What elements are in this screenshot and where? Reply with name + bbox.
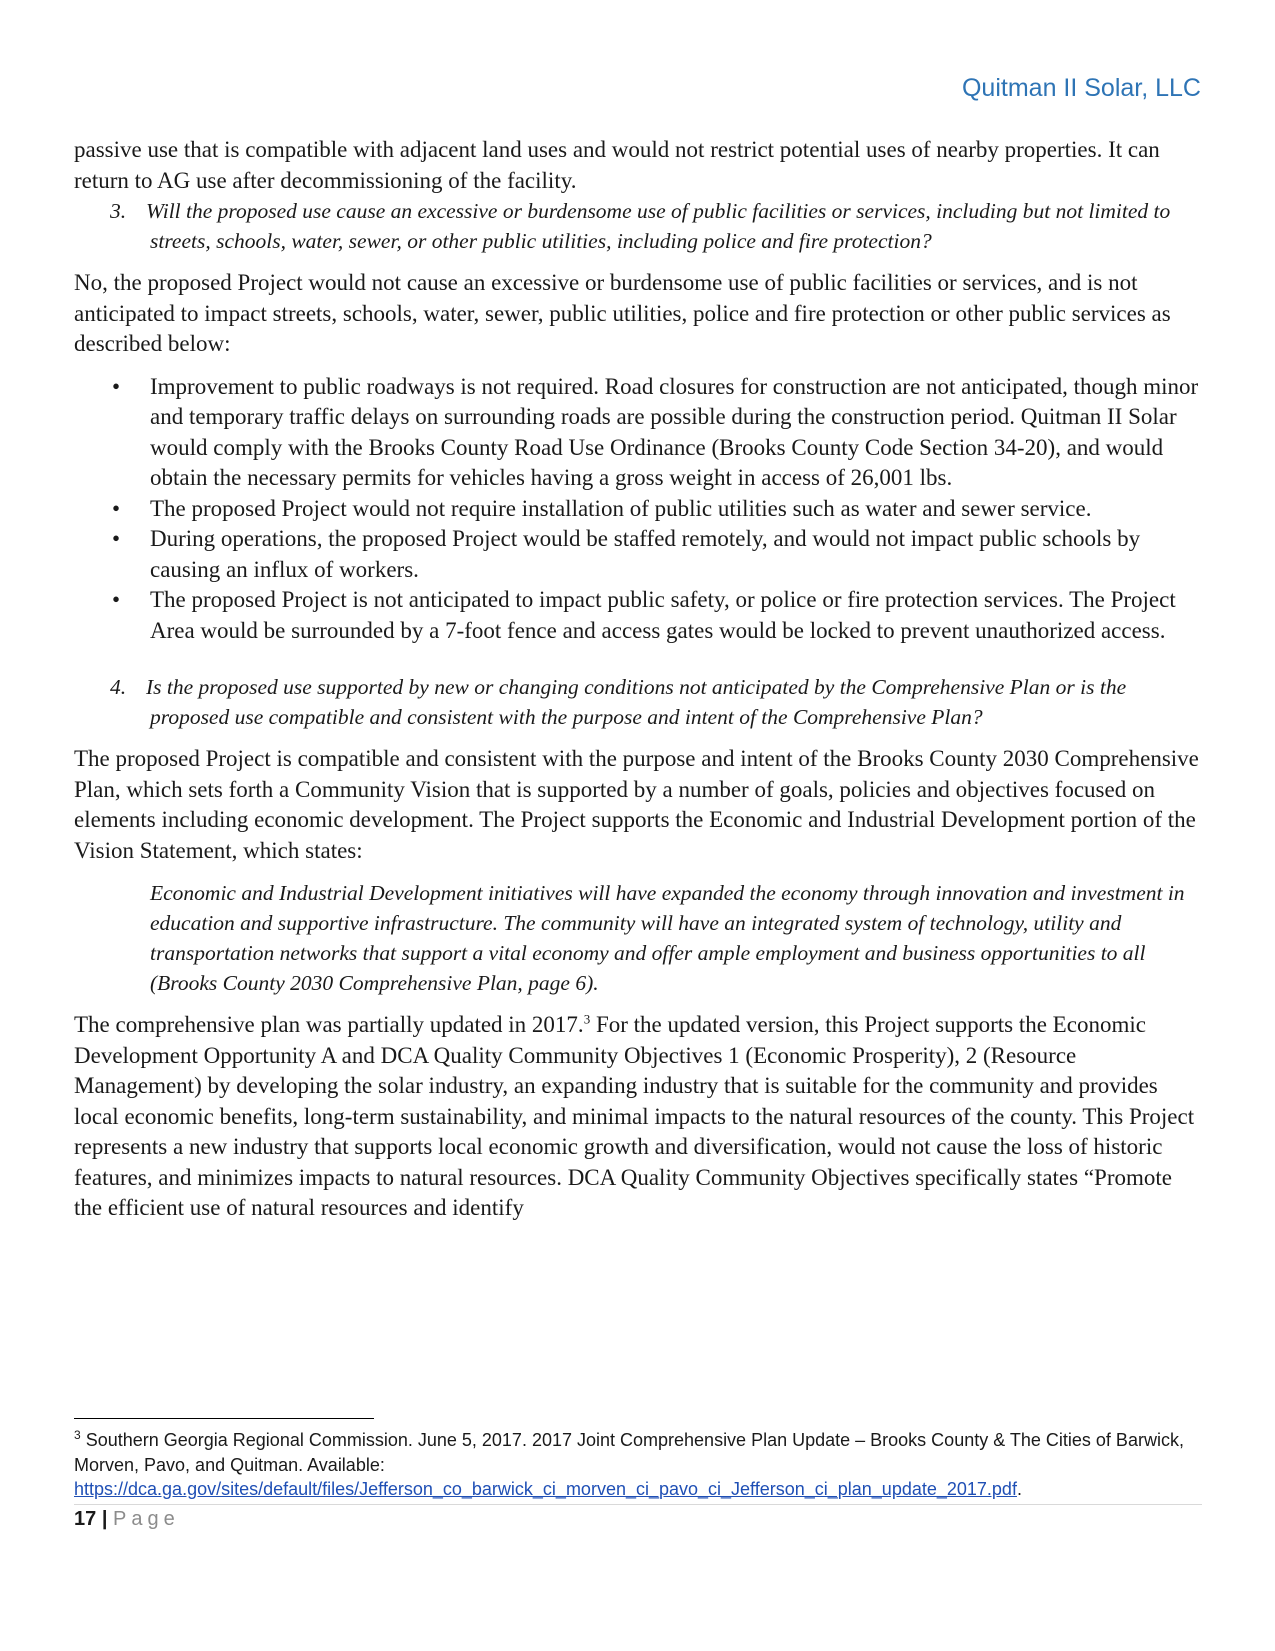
footnote-reference[interactable]: 3 — [583, 1011, 591, 1027]
header-title: Quitman II Solar, LLC — [961, 74, 1201, 102]
document-body — [74, 135, 1202, 1224]
bullet-icon: • — [112, 495, 121, 521]
impact-bullet-list — [74, 372, 1202, 647]
bullet-icon: • — [112, 373, 121, 399]
list-item — [74, 372, 1202, 494]
question-3-text: Will the proposed use cause an excessive or burdensome use of public facilities or services, including but not limited to streets, schools, water, sewer, or other public utilities, including police and fire protection? — [146, 199, 1171, 253]
page-label: Page — [112, 1508, 180, 1530]
footnote-divider — [74, 1418, 374, 1419]
answer-4-paragraph: The proposed Project is compatible and consistent with the purpose and intent of the Brooks County 2030 Comprehensive Plan, which sets forth a Community Vision that is supported by a number of goals, policies and objectives focused on elements including economic development. The Project supports the Economic and Industrial Development portion of the Vision Statement, which states: — [74, 746, 1199, 863]
question-3-number: 3. — [110, 199, 127, 223]
question-4 — [74, 672, 1202, 732]
bullet-icon: • — [112, 526, 121, 551]
answer-3-paragraph: No, the proposed Project would not cause an excessive or burdensome use of public facilities or services, and is not anticipated to impact streets, schools, water, sewer, public utilities, police and fire protection or other public services as described below: — [74, 270, 1171, 356]
list-item — [74, 494, 1202, 525]
list-item — [74, 524, 1202, 585]
list-item — [74, 585, 1202, 646]
footnote-end: . — [1016, 1479, 1022, 1499]
footnote-marker: 3 — [74, 1428, 81, 1442]
list-item-text: During operations, the proposed Project would be staffed remotely, and would not impact public schools by causing an influx of workers. — [150, 526, 1141, 582]
question-4-number: 4. — [110, 675, 127, 699]
vision-statement-quote: Economic and Industrial Development initiatives will have expanded the economy through innovation and investment in education and supportive infrastructure. The community will have an integrated system of technology, utility and transportation networks that support a vital economy and offer ample employment and business opportunities to all (Brooks County 2030 Comprehensive Plan, page 6). — [150, 881, 1185, 995]
footnote — [74, 1428, 1202, 1502]
footnote-link[interactable]: https://dca.ga.gov/sites/default/files/Jefferson_co_barwick_ci_morven_ci_pavo_ci_Jefferson_ci_plan_update_2017.pdf — [74, 1479, 1017, 1499]
comprehensive-plan-text-rest: For the updated version, this Project supports the Economic Development Opportunity A and DCA Quality Community Objectives 1 (Economic Prosperity), 2 (Resource Management) by developing the solar industry, an expanding industry that is suitable for the community and provides local economic benefits, long-term sustainability, and minimal impacts to the natural resources of the county. This Project represents a new industry that supports local economic growth and diversification, would not cause the loss of historic features, and minimizes impacts to natural resources. DCA Quality Community Objectives specifically states “Promote the efficient use of natural resources and identify — [74, 1012, 1195, 1220]
page-footer — [74, 1508, 180, 1531]
comprehensive-plan-text-start: The comprehensive plan was partially updated in 2017. — [74, 1012, 584, 1037]
question-4-text: Is the proposed use supported by new or changing conditions not anticipated by the Comprehensive Plan or is the proposed use compatible and consistent with the purpose and intent of the Comprehensive Plan? — [146, 675, 1127, 729]
question-3 — [74, 196, 1202, 256]
footnote-text: Southern Georgia Regional Commission. June 5, 2017. 2017 Joint Comprehensive Plan Update – Brooks County & The Cities of Barwick, Morven, Pavo, and Quitman. Available: — [74, 1430, 1184, 1475]
intro-paragraph: passive use that is compatible with adjacent land uses and would not restrict potential uses of nearby properties. It can return to AG use after decommissioning of the facility. — [74, 137, 1160, 193]
comprehensive-plan-paragraph — [74, 1010, 1202, 1224]
footer-divider — [74, 1504, 1202, 1505]
list-item-text: Improvement to public roadways is not required. Road closures for construction are not anticipated, though minor and temporary traffic delays on surrounding roads are possible during the construction period. Quitman II Solar would comply with the Brooks County Road Use Ordinance (Brooks County Code Section 34-20), and would obtain the necessary permits for vehicles having a gross weight in access of 26,001 lbs. — [150, 373, 1199, 490]
footer-separator: | — [101, 1508, 108, 1530]
page-number: 17 — [74, 1508, 97, 1530]
list-item-text: The proposed Project is not anticipated to impact public safety, or police or fire protection services. The Project Area would be surrounded by a 7-foot fence and access gates would be locked to prevent unauthorized access. — [150, 587, 1176, 643]
list-item-text: The proposed Project would not require installation of public utilities such as water and sewer service. — [150, 495, 1092, 521]
bullet-icon: • — [112, 587, 121, 612]
